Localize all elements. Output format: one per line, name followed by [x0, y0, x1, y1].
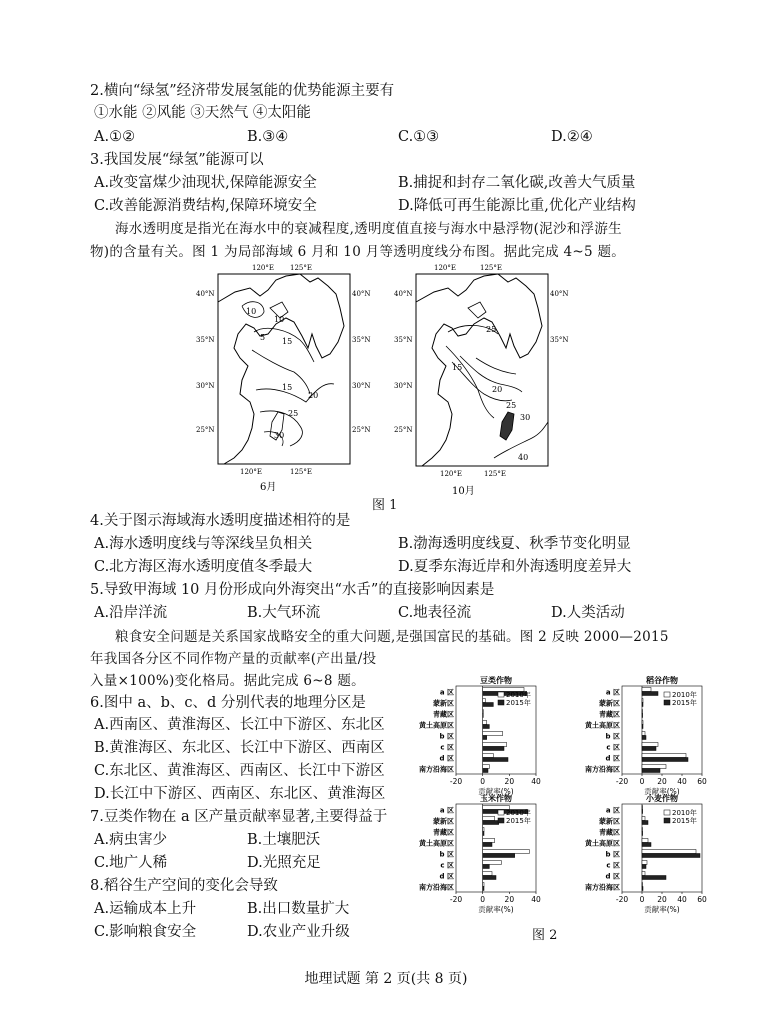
map-june-label: 6月	[260, 482, 277, 493]
chart-bar	[483, 843, 492, 847]
chart-tick-label: 20	[657, 895, 667, 904]
q6-option-d: D.长江中下游区、西南区、东北区、黄淮海区	[94, 786, 386, 802]
chart-title: 稻谷作物	[646, 676, 678, 685]
chart-bar	[642, 714, 643, 718]
chart-xlabel: 贡献率(%)	[478, 787, 514, 796]
chart-legend-swatch	[664, 818, 670, 823]
chart-tick-label: 0	[480, 895, 486, 904]
chart-category-label: 青藏区	[599, 828, 620, 837]
chart-bar	[642, 806, 643, 810]
q7-option-a: A.病虫害少	[94, 832, 168, 848]
chart-bar	[642, 872, 645, 876]
chart-title: 豆类作物	[480, 676, 512, 685]
map-oct-contour: 15	[452, 363, 463, 372]
chart-corn	[396, 794, 546, 918]
map-june-contour: 5	[260, 333, 266, 342]
chart-bar	[483, 725, 490, 729]
chart-legend-swatch	[498, 810, 504, 815]
q3-stem: 3.我国发展“绿氢”能源可以	[90, 152, 264, 168]
page-footer: 地理试题 第 2 页(共 8 页)	[304, 971, 468, 987]
chart-category-label: 南方沿海区	[585, 765, 620, 774]
map-june-lat: 30°N	[352, 382, 371, 390]
map-oct-lat: 35°N	[394, 336, 413, 344]
q2-option-d: D.②④	[551, 129, 593, 145]
chart-bar	[642, 721, 643, 725]
chart-beans	[396, 676, 546, 800]
chart-bar	[642, 743, 658, 747]
chart-bar	[642, 850, 696, 854]
chart-tick-label: -20	[615, 895, 629, 904]
q3-option-c: C.改善能源消费结构,保障环境安全	[94, 198, 317, 214]
chart-bar	[483, 850, 530, 854]
chart-bar	[642, 828, 643, 832]
map-june	[190, 262, 371, 493]
map-oct-lat: 40°N	[394, 290, 413, 298]
q8-option-d: D.农业产业升级	[247, 924, 350, 940]
chart-legend-swatch	[664, 810, 670, 815]
q8-option-b: B.出口数量扩大	[247, 901, 350, 917]
chart-title: 小麦作物	[646, 794, 678, 803]
chart-bar	[483, 832, 484, 836]
chart-category-label: 青藏区	[599, 710, 620, 719]
chart-category-label: 黄土高原区	[585, 839, 620, 848]
chart-category-label: 蒙新区	[433, 699, 454, 708]
chart-bar	[642, 732, 645, 736]
map-june-lat: 25°N	[196, 426, 215, 434]
chart-category-label: b 区	[605, 732, 620, 741]
chart-category-label: a 区	[439, 806, 454, 815]
map-oct-contour: 25	[506, 401, 517, 410]
chart-xlabel: 贡献率(%)	[644, 905, 680, 914]
chart-bar	[483, 769, 488, 773]
q8-stem: 8.稻谷生产空间的变化会导致	[90, 878, 278, 894]
chart-tick-label: 20	[504, 895, 515, 904]
map-june-contour: 15	[282, 337, 293, 346]
map-oct-contour: 30	[520, 413, 531, 422]
chart-legend-label: 2010年	[672, 809, 697, 817]
map-june-lat: 35°N	[352, 336, 371, 344]
chart-bar	[642, 710, 643, 714]
map-oct-top-tick: 120°E	[434, 264, 456, 272]
chart-category-label: 黄土高原区	[585, 721, 620, 730]
chart-bar	[642, 754, 686, 758]
chart-bar	[642, 747, 656, 751]
chart-category-label: 南方沿海区	[419, 883, 454, 892]
passage1-line2: 物)的含量有关。图 1 为局部海域 6 月和 10 月等透明度线分布图。据此完成 4~5 题。	[90, 244, 626, 260]
q5-option-c: C.地表径流	[398, 605, 472, 621]
q2-option-b: B.③④	[247, 129, 289, 145]
q5-option-b: B.大气环流	[247, 605, 321, 621]
map-oct-lat: 35°N	[550, 336, 569, 344]
chart-bar	[483, 703, 494, 707]
map-june-lat: 30°N	[196, 382, 215, 390]
map-oct-top-tick: 125°E	[480, 264, 502, 272]
chart-bar	[642, 861, 647, 865]
map-oct-contour: 40	[518, 453, 529, 462]
q2-items: ①水能 ②风能 ③天然气 ④太阳能	[94, 105, 311, 121]
q7-option-d: D.光照充足	[247, 855, 321, 871]
chart-bar	[642, 854, 700, 858]
chart-bar	[483, 872, 492, 876]
chart-bar	[642, 832, 643, 836]
chart-category-label: d 区	[439, 754, 454, 763]
map-june-bottom-tick: 120°E	[240, 468, 262, 476]
chart-tick-label: 40	[677, 777, 687, 786]
chart-xlabel: 贡献率(%)	[478, 905, 514, 914]
chart-bar	[642, 843, 651, 847]
chart-category-label: 青藏区	[433, 710, 454, 719]
chart-legend-swatch	[498, 818, 504, 823]
map-june-lat: 40°N	[352, 290, 371, 298]
chart-category-label: c 区	[440, 743, 454, 752]
chart-category-label: 黄土高原区	[419, 721, 454, 730]
q3-option-a: A.改变富煤少油现状,保障能源安全	[94, 175, 317, 191]
chart-bar	[642, 699, 643, 703]
chart-category-label: a 区	[605, 806, 620, 815]
chart-category-label: c 区	[606, 861, 620, 870]
chart-tick-label: 40	[531, 777, 541, 786]
map-oct-lat: 40°N	[550, 290, 569, 298]
chart-legend-label: 2010年	[506, 809, 531, 817]
chart-bar	[483, 732, 503, 736]
passage2-line1: 粮食安全问题是关系国家战略安全的重大问题,是强国富民的基础。图 2 反映 2000—2015	[115, 629, 669, 645]
passage1-line1: 海水透明度是指光在海水中的衰减程度,透明度值直接与海水中悬浮物(泥沙和浮游生	[115, 221, 622, 237]
q4-option-a: A.海水透明度线与等深线呈负相关	[94, 536, 313, 552]
chart-category-label: a 区	[605, 688, 620, 697]
chart-bar	[642, 817, 645, 821]
chart-category-label: 青藏区	[433, 828, 454, 837]
chart-tick-label: 60	[697, 777, 707, 786]
q8-option-a: A.运输成本上升	[94, 901, 197, 917]
chart-bar	[483, 710, 484, 714]
chart-legend-label: 2015年	[672, 699, 697, 707]
chart-rice	[562, 676, 712, 800]
fig1-caption: 图 1	[372, 498, 398, 513]
q3-option-b: B.捕捉和封存二氧化碳,改善大气质量	[398, 175, 636, 191]
chart-legend-swatch	[664, 700, 670, 705]
chart-category-label: b 区	[439, 732, 454, 741]
chart-bar	[642, 758, 688, 762]
map-june-bottom-tick: 125°E	[290, 468, 312, 476]
chart-bar	[483, 736, 487, 740]
passage2-line3: 入量×100%)变化格局。据此完成 6~8 题。	[90, 673, 365, 689]
map-june-top-tick: 125°E	[290, 264, 312, 272]
chart-tick-label: 40	[677, 895, 687, 904]
chart-bar	[642, 765, 666, 769]
chart-category-label: d 区	[439, 872, 454, 881]
chart-bar	[642, 703, 643, 707]
chart-category-label: 蒙新区	[433, 817, 454, 826]
chart-legend-swatch	[498, 692, 504, 697]
q8-option-c: C.影响粮食安全	[94, 924, 197, 940]
chart-bar	[642, 887, 643, 891]
q6-stem: 6.图中 a、b、c、d 分别代表的地理分区是	[90, 695, 366, 711]
chart-tick-label: 0	[480, 777, 486, 786]
chart-bar	[483, 754, 494, 758]
chart-title: 玉米作物	[480, 794, 512, 803]
chart-bar	[642, 736, 646, 740]
q2-stem: 2.横向“绿氢”经济带发展氢能的优势能源主要有	[90, 83, 395, 99]
chart-category-label: b 区	[439, 850, 454, 859]
chart-tick-label: 20	[504, 777, 515, 786]
chart-bar	[483, 721, 487, 725]
chart-tick-label: 0	[639, 895, 645, 904]
chart-bar	[642, 692, 658, 696]
chart-bar	[642, 725, 643, 729]
passage2-line2: 年我国各分区不同作物产量的贡献率(产出量/投	[90, 651, 377, 667]
q6-option-a: A.西南区、黄淮海区、长江中下游区、东北区	[94, 717, 385, 733]
map-june-lat: 35°N	[196, 336, 215, 344]
chart-bar	[642, 865, 646, 869]
chart-tick-label: 60	[697, 895, 707, 904]
chart-legend-label: 2010年	[506, 691, 531, 699]
map-june-lat: 40°N	[196, 290, 215, 298]
map-oct-lat: 30°N	[394, 382, 413, 390]
chart-category-label: a 区	[439, 688, 454, 697]
chart-bar	[642, 883, 643, 887]
chart-category-label: 蒙新区	[599, 817, 620, 826]
q5-option-d: D.人类活动	[551, 605, 625, 621]
chart-bar	[483, 883, 484, 887]
chart-legend-label: 2010年	[672, 691, 697, 699]
chart-category-label: d 区	[605, 754, 620, 763]
chart-xlabel: 贡献率(%)	[644, 787, 680, 796]
chart-tick-label: -20	[449, 895, 463, 904]
chart-category-label: 蒙新区	[599, 699, 620, 708]
q7-stem: 7.豆类作物在 a 区产量贡献率显著,主要得益于	[90, 809, 388, 825]
q4-stem: 4.关于图示海域海水透明度描述相符的是	[90, 513, 351, 529]
chart-category-label: 南方沿海区	[585, 883, 620, 892]
chart-category-label: c 区	[606, 743, 620, 752]
map-june-contour: 20	[308, 391, 319, 400]
chart-tick-label: 40	[531, 895, 541, 904]
chart-bar	[483, 865, 490, 869]
chart-category-label: 南方沿海区	[419, 765, 454, 774]
chart-bar	[642, 876, 666, 880]
q7-option-c: C.地广人稀	[94, 855, 168, 871]
q2-option-c: C.①③	[398, 129, 440, 145]
map-june-contour: 25	[288, 409, 299, 418]
chart-bar	[483, 828, 484, 832]
chart-legend-label: 2015年	[672, 817, 697, 825]
map-june-contour: 15	[282, 383, 293, 392]
chart-bar	[642, 769, 660, 773]
map-oct-lat: 25°N	[394, 426, 413, 434]
chart-bar	[642, 810, 643, 814]
chart-wheat	[562, 794, 712, 918]
q2-option-a: A.①②	[94, 129, 136, 145]
fig2-caption: 图 2	[532, 928, 558, 943]
chart-bar	[483, 817, 495, 821]
map-oct-contour: 20	[492, 385, 503, 394]
chart-legend-swatch	[664, 692, 670, 697]
chart-category-label: 黄土高原区	[419, 839, 454, 848]
chart-bar	[483, 743, 507, 747]
chart-legend-label: 2015年	[506, 817, 531, 825]
chart-bar	[642, 821, 648, 825]
q7-option-b: B.土壤肥沃	[247, 832, 321, 848]
chart-bar	[483, 821, 499, 825]
map-june-contour: 10	[246, 307, 257, 316]
chart-tick-label: -20	[615, 777, 629, 786]
chart-bar	[483, 714, 484, 718]
map-oct-bottom-tick: 125°E	[484, 470, 506, 478]
chart-legend-label: 2015年	[506, 699, 531, 707]
q5-stem: 5.导致甲海域 10 月份形成向外海突出“水舌”的直接影响因素是	[90, 582, 495, 598]
chart-legend-swatch	[498, 700, 504, 705]
chart-bar	[642, 688, 651, 692]
chart-bar	[483, 887, 484, 891]
q5-option-a: A.沿岸洋流	[94, 605, 168, 621]
map-june-contour: 30	[274, 431, 285, 440]
chart-bar	[642, 839, 648, 843]
q3-option-d: D.降低可再生能源比重,优化产业结构	[398, 198, 636, 214]
chart-bar	[483, 839, 495, 843]
q4-option-d: D.夏季东海近岸和外海透明度差异大	[398, 559, 632, 575]
map-oct-contour: 25	[486, 325, 497, 334]
chart-bar	[483, 854, 515, 858]
chart-category-label: d 区	[605, 872, 620, 881]
map-june-contour: 10	[274, 315, 285, 324]
chart-bar	[483, 747, 504, 751]
chart-tick-label: 20	[657, 777, 667, 786]
map-oct-bottom-tick: 120°E	[440, 470, 462, 478]
chart-tick-label: -20	[449, 777, 463, 786]
chart-bar	[483, 876, 496, 880]
chart-category-label: b 区	[605, 850, 620, 859]
chart-tick-label: 0	[639, 777, 645, 786]
map-june-lat: 25°N	[352, 426, 371, 434]
chart-bar	[483, 699, 486, 703]
chart-bar	[483, 861, 502, 865]
chart-bar	[483, 758, 508, 762]
chart-category-label: c 区	[440, 861, 454, 870]
q6-option-c: C.东北区、黄淮海区、西南区、长江中下游区	[94, 763, 385, 779]
map-october	[390, 262, 569, 498]
map-june-top-tick: 120°E	[252, 264, 274, 272]
chart-bar	[483, 765, 490, 769]
q6-option-b: B.黄淮海区、东北区、长江中下游区、西南区	[94, 740, 385, 756]
q4-option-b: B.渤海透明度线夏、秋季节变化明显	[398, 536, 631, 552]
q4-option-c: C.北方海区海水透明度值冬季最大	[94, 559, 313, 575]
map-oct-label: 10月	[452, 486, 475, 497]
